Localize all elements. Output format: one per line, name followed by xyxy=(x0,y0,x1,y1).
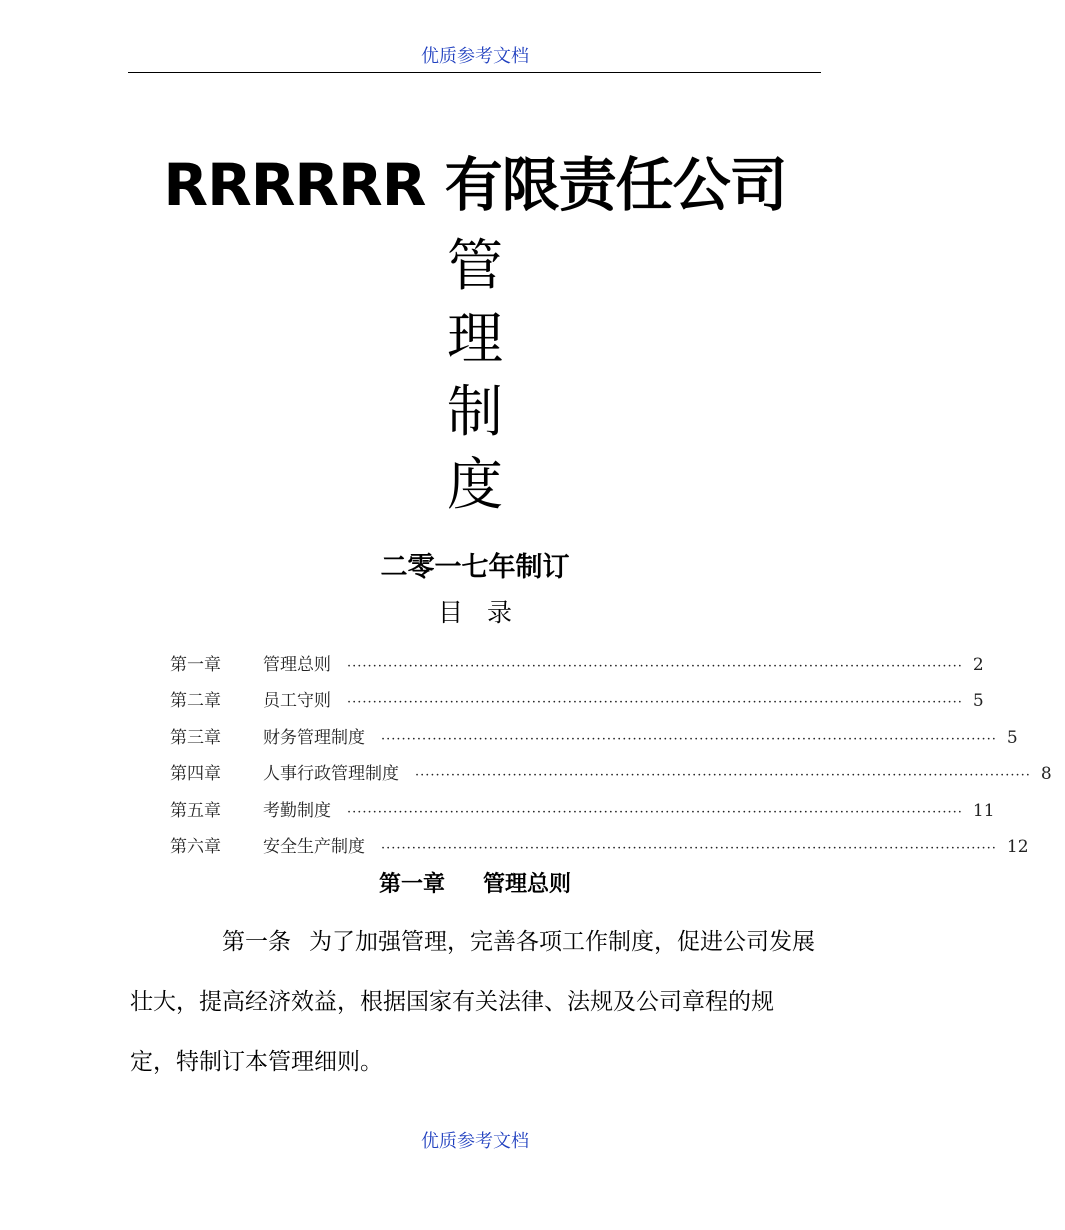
toc-heading: 目录 xyxy=(437,598,536,627)
chapter-heading xyxy=(0,867,950,898)
toc-entry[interactable] xyxy=(170,650,984,686)
toc-leader-dots: ························································································································ xyxy=(381,840,997,856)
toc-title: 财务管理制度 xyxy=(263,727,365,748)
toc-leader-dots: ························································································································ xyxy=(381,731,997,747)
toc-leader-dots: ························································································································ xyxy=(347,695,963,711)
article-label: 第一条 xyxy=(222,929,291,955)
page-footer: 优质参考文档 xyxy=(421,1131,529,1152)
company-name: RRRRRR 有限责任公司 xyxy=(163,151,787,219)
toc-page-number: 5 xyxy=(1006,727,1018,748)
toc-title: 安全生产制度 xyxy=(263,836,365,857)
toc-page-number: 5 xyxy=(972,691,984,712)
toc-chapter: 第三章 xyxy=(170,727,221,748)
chapter-number: 第一章 xyxy=(378,872,445,897)
toc-page-number: 8 xyxy=(1040,764,1052,785)
chapter-title: 管理总则 xyxy=(483,872,572,897)
toc-chapter: 第四章 xyxy=(170,764,221,785)
toc-title: 人事行政管理制度 xyxy=(263,764,399,785)
table-of-contents xyxy=(170,650,1052,868)
toc-leader-dots: ························································································································ xyxy=(347,804,963,820)
toc-page-number: 12 xyxy=(1006,836,1029,857)
toc-entry[interactable] xyxy=(170,832,1029,868)
page-header: 优质参考文档 xyxy=(421,46,529,67)
toc-chapter: 第二章 xyxy=(170,691,221,712)
title-char: 管 xyxy=(447,234,503,299)
toc-leader-dots: ························································································································ xyxy=(415,768,1031,784)
toc-chapter: 第一章 xyxy=(170,655,221,675)
document-title xyxy=(0,230,950,522)
title-char: 制 xyxy=(447,380,503,445)
toc-entry[interactable] xyxy=(170,796,995,832)
toc-chapter: 第六章 xyxy=(170,836,221,857)
year-line: 二零一七年制订 xyxy=(380,552,570,583)
toc-page-number: 11 xyxy=(972,800,995,821)
title-char: 度 xyxy=(447,453,503,518)
toc-title: 考勤制度 xyxy=(263,800,331,821)
header-divider xyxy=(128,72,821,73)
toc-title: 员工守则 xyxy=(263,691,331,712)
article-paragraph xyxy=(130,912,815,1092)
toc-entry[interactable] xyxy=(170,686,984,722)
toc-entry[interactable] xyxy=(170,759,1052,795)
article-text: 为了加强管理，完善各项工作制度，促进公司发展壮大，提高经济效益，根据国家有关法律、法规及公司章程的规定，特制订本管理细则。 xyxy=(130,929,815,1075)
toc-title: 管理总则 xyxy=(263,655,331,675)
toc-chapter: 第五章 xyxy=(170,800,221,821)
toc-page-number: 2 xyxy=(972,655,984,675)
toc-entry[interactable] xyxy=(170,723,1018,759)
title-char: 理 xyxy=(447,307,503,372)
toc-leader-dots: ························································································································ xyxy=(347,659,963,674)
